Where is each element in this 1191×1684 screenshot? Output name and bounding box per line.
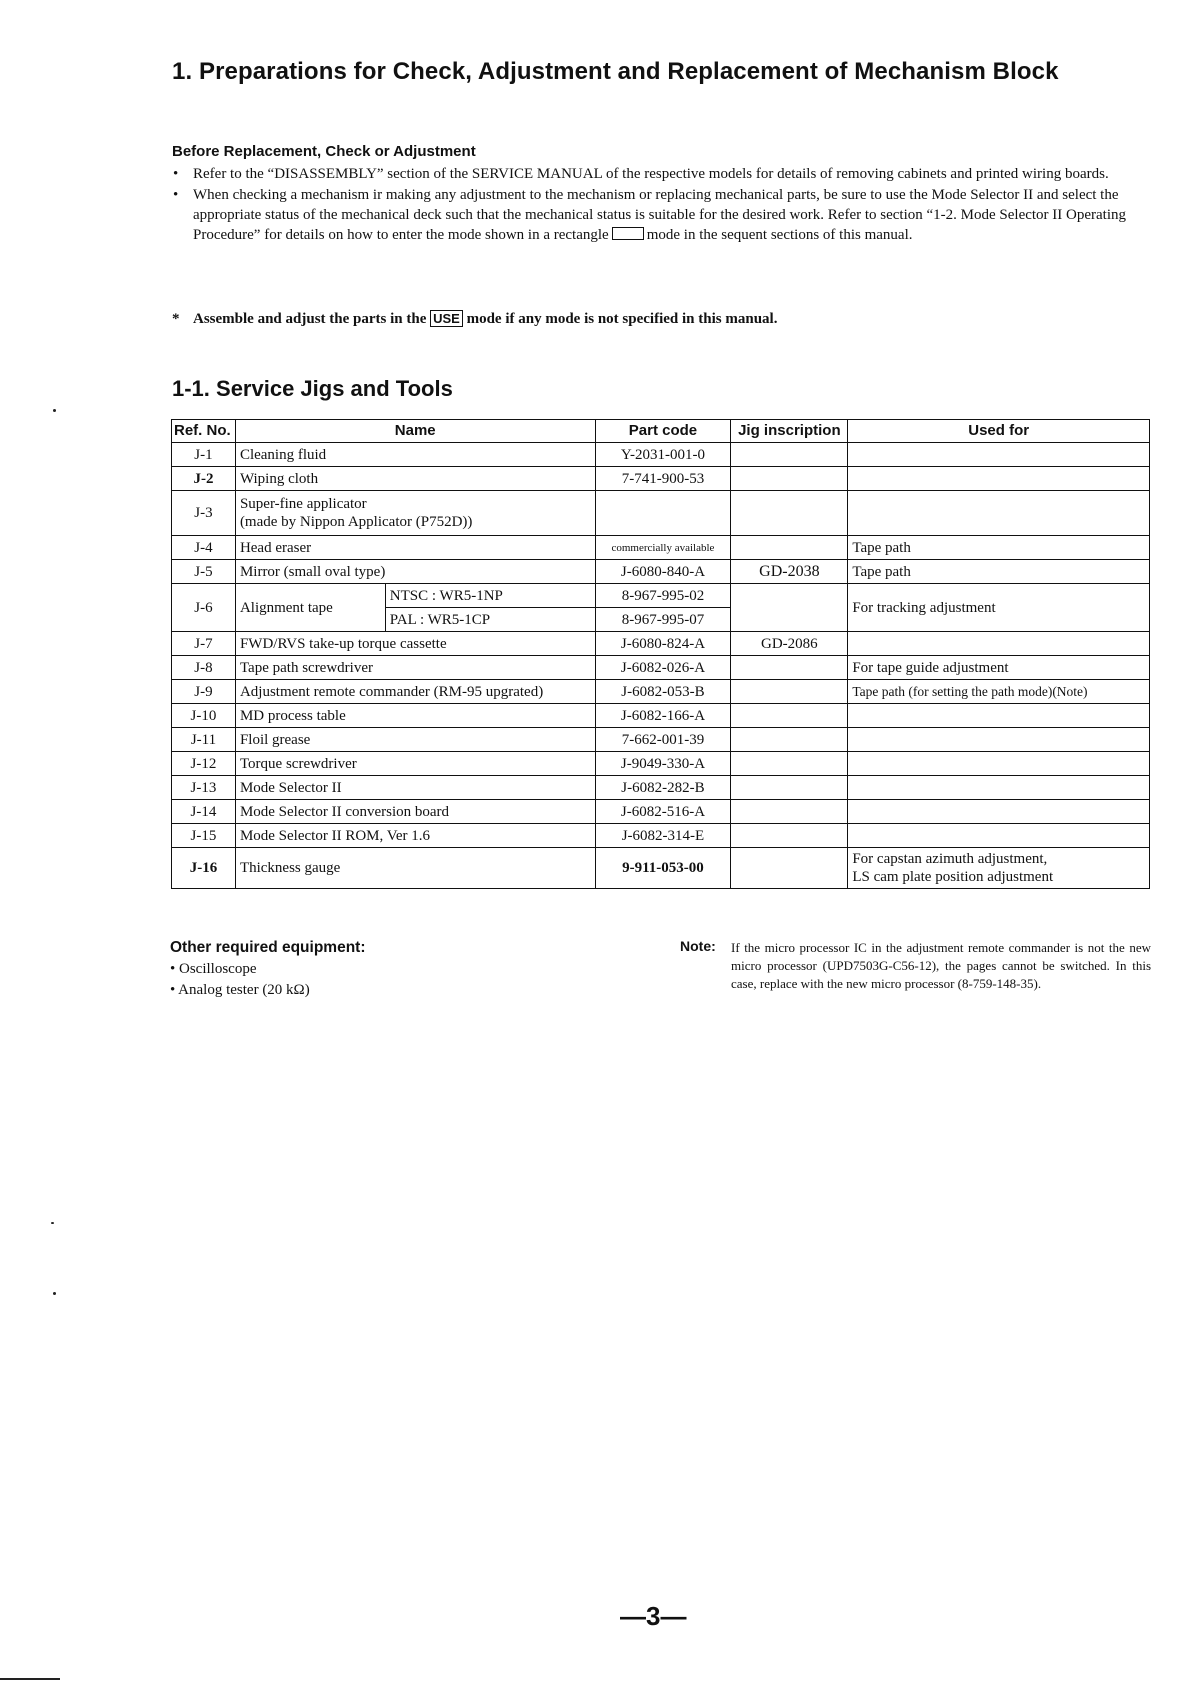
table-header-row xyxy=(172,420,1150,443)
cell-code xyxy=(595,491,731,536)
cell-name: FWD/RVS take-up torque cassette xyxy=(235,632,595,656)
other-equipment-heading: Other required equipment: xyxy=(170,939,366,956)
cell-code: Y-2031-001-0 xyxy=(595,443,731,467)
bullet-dot: • xyxy=(173,166,179,182)
cell-code: J-6082-053-B xyxy=(595,680,731,704)
header-code: Part code xyxy=(595,420,731,443)
cell-name: Mode Selector II xyxy=(235,776,595,800)
cell-used: For tape guide adjustment xyxy=(848,656,1150,680)
cell-name: Mode Selector II ROM, Ver 1.6 xyxy=(235,824,595,848)
cell-inscription xyxy=(731,656,848,680)
page-number: —3— xyxy=(620,1601,687,1631)
cell-inscription xyxy=(731,680,848,704)
scan-speck xyxy=(53,1292,56,1295)
table-row xyxy=(172,824,1150,848)
equipment-item: • Oscilloscope xyxy=(170,961,257,977)
header-used: Used for xyxy=(848,420,1150,443)
table-row xyxy=(172,704,1150,728)
cell-used xyxy=(848,491,1150,536)
cell-code: J-6080-824-A xyxy=(595,632,731,656)
assemble-text-cont: mode if any mode is not specified in this manual. xyxy=(466,311,778,327)
cell-ref: J-3 xyxy=(172,491,236,536)
cell-code: J-6082-282-B xyxy=(595,776,731,800)
cell-code: 8-967-995-07 xyxy=(595,608,731,632)
rectangle-symbol xyxy=(612,227,644,240)
cell-name: Alignment tape xyxy=(235,584,385,632)
cell-code: J-6082-516-A xyxy=(595,800,731,824)
cell-used xyxy=(848,632,1150,656)
cell-used xyxy=(848,848,1150,889)
table-row xyxy=(172,728,1150,752)
header-inscription: Jig inscription xyxy=(731,420,848,443)
cell-used-line1: For capstan azimuth adjustment, xyxy=(852,851,1048,867)
cell-ref: J-4 xyxy=(172,536,236,560)
cell-code: J-6082-026-A xyxy=(595,656,731,680)
assemble-text: Assemble and adjust the parts in the xyxy=(193,311,427,327)
cell-used: Tape path (for setting the path mode)(Note) xyxy=(848,680,1150,704)
table-row xyxy=(172,467,1150,491)
cell-ref: J-14 xyxy=(172,800,236,824)
cell-inscription xyxy=(731,584,848,632)
cell-name: Head eraser xyxy=(235,536,595,560)
table-row xyxy=(172,656,1150,680)
cell-used: For tracking adjustment xyxy=(848,584,1150,632)
cell-name: Tape path screwdriver xyxy=(235,656,595,680)
cell-used-line2: LS cam plate position adjustment xyxy=(852,869,1054,885)
cell-name: Cleaning fluid xyxy=(235,443,595,467)
cell-used xyxy=(848,752,1150,776)
cell-ref: J-2 xyxy=(172,467,236,491)
use-mode-box: USE xyxy=(430,310,463,327)
table-row xyxy=(172,491,1150,536)
cell-code: J-9049-330-A xyxy=(595,752,731,776)
cell-used: Tape path xyxy=(848,560,1150,584)
bullet-dot: • xyxy=(173,187,179,203)
scan-speck xyxy=(53,409,56,412)
cell-ref: J-8 xyxy=(172,656,236,680)
page-title: 1. Preparations for Check, Adjustment and Replacement of Mechanism Block xyxy=(172,58,1059,85)
cell-inscription xyxy=(731,752,848,776)
section-title: 1-1. Service Jigs and Tools xyxy=(172,376,453,401)
cell-inscription xyxy=(731,443,848,467)
cell-name-line2: (made by Nippon Applicator (P752D)) xyxy=(239,514,473,530)
bullet-text: Refer to the “DISASSEMBLY” section of the SERVICE MANUAL of the respective models for details of removing cabinets and printed wiring boards. xyxy=(193,166,1109,182)
cell-sub-ntsc: NTSC : WR5-1NP xyxy=(385,584,595,608)
bullet-disassembly xyxy=(172,164,1150,184)
cell-code: 7-662-001-39 xyxy=(595,728,731,752)
table-row xyxy=(172,800,1150,824)
cell-code: J-6082-314-E xyxy=(595,824,731,848)
cell-inscription xyxy=(731,800,848,824)
bullet-text-cont: mode in the sequent sections of this manual. xyxy=(646,227,913,243)
cell-inscription: GD-2086 xyxy=(731,632,848,656)
cell-sub-pal: PAL : WR5-1CP xyxy=(385,608,595,632)
table-row xyxy=(172,632,1150,656)
cell-used xyxy=(848,467,1150,491)
cell-ref: J-6 xyxy=(172,584,236,632)
cell-name: Torque screwdriver xyxy=(235,752,595,776)
table-row xyxy=(172,776,1150,800)
cell-code: J-6082-166-A xyxy=(595,704,731,728)
cell-ref: J-7 xyxy=(172,632,236,656)
cell-name: MD process table xyxy=(235,704,595,728)
cell-inscription xyxy=(731,824,848,848)
before-heading: Before Replacement, Check or Adjustment xyxy=(172,143,476,160)
cell-name: Wiping cloth xyxy=(235,467,595,491)
cell-used xyxy=(848,443,1150,467)
table-row xyxy=(172,536,1150,560)
cell-name: Floil grease xyxy=(235,728,595,752)
cell-inscription xyxy=(731,728,848,752)
header-ref: Ref. No. xyxy=(172,420,236,443)
table-row xyxy=(172,443,1150,467)
table-row xyxy=(172,752,1150,776)
cell-ref: J-1 xyxy=(172,443,236,467)
cell-name: Thickness gauge xyxy=(235,848,595,889)
cell-ref: J-16 xyxy=(172,848,236,889)
cell-name xyxy=(235,491,595,536)
bullet-mode-selector xyxy=(172,185,1150,245)
jigs-table xyxy=(171,419,1150,889)
cell-used xyxy=(848,728,1150,752)
cell-ref: J-11 xyxy=(172,728,236,752)
cell-inscription xyxy=(731,776,848,800)
before-bullet-list xyxy=(172,164,1150,246)
cell-used: Tape path xyxy=(848,536,1150,560)
cell-inscription xyxy=(731,467,848,491)
cell-inscription xyxy=(731,848,848,889)
cell-ref: J-13 xyxy=(172,776,236,800)
cell-ref: J-9 xyxy=(172,680,236,704)
cell-used xyxy=(848,704,1150,728)
cell-ref: J-15 xyxy=(172,824,236,848)
cell-code: commercially available xyxy=(595,536,731,560)
cell-code: 7-741-900-53 xyxy=(595,467,731,491)
cell-inscription: GD-2038 xyxy=(731,560,848,584)
header-name: Name xyxy=(235,420,595,443)
cell-inscription xyxy=(731,536,848,560)
cell-name: Mirror (small oval type) xyxy=(235,560,595,584)
cell-inscription xyxy=(731,704,848,728)
equipment-item: • Analog tester (20 kΩ) xyxy=(170,982,310,998)
table-row xyxy=(172,584,1150,608)
note-label: Note: xyxy=(680,938,716,954)
bullet-text: When checking a mechanism ir making any adjustment to the mechanism or replacing mechanical parts, be sure to use the Mode Selector II and select the appropriate status of the mechanical deck such that the mechanical status is suitable for the desired work. Refer to section “1-2. Mode Selector II Operating Procedure” for details on how to enter the mode shown in a rectangle xyxy=(193,187,1127,243)
cell-used xyxy=(848,776,1150,800)
table-row xyxy=(172,560,1150,584)
cell-name: Mode Selector II conversion board xyxy=(235,800,595,824)
cell-code: J-6080-840-A xyxy=(595,560,731,584)
cell-code: 8-967-995-02 xyxy=(595,584,731,608)
cell-name-line1: Super-fine applicator xyxy=(239,496,367,512)
cell-code: 9-911-053-00 xyxy=(595,848,731,889)
asterisk: * xyxy=(172,311,180,327)
table-row xyxy=(172,848,1150,889)
cell-used xyxy=(848,800,1150,824)
cell-ref: J-12 xyxy=(172,752,236,776)
assemble-note xyxy=(172,311,777,328)
cell-ref: J-5 xyxy=(172,560,236,584)
note-text: If the micro processor IC in the adjustment remote commander is not the new micro processor (UPD7503G-C56-12), the pages cannot be switched. In this case, replace with the new micro processor (8-759-148-35). xyxy=(731,940,1151,991)
cell-used xyxy=(848,824,1150,848)
cell-inscription xyxy=(731,491,848,536)
scan-speck xyxy=(51,1222,54,1224)
table-row xyxy=(172,680,1150,704)
other-equipment xyxy=(170,937,670,1001)
cell-name: Adjustment remote commander (RM-95 upgrated) xyxy=(235,680,595,704)
cell-ref: J-10 xyxy=(172,704,236,728)
scan-speck xyxy=(0,1678,60,1680)
